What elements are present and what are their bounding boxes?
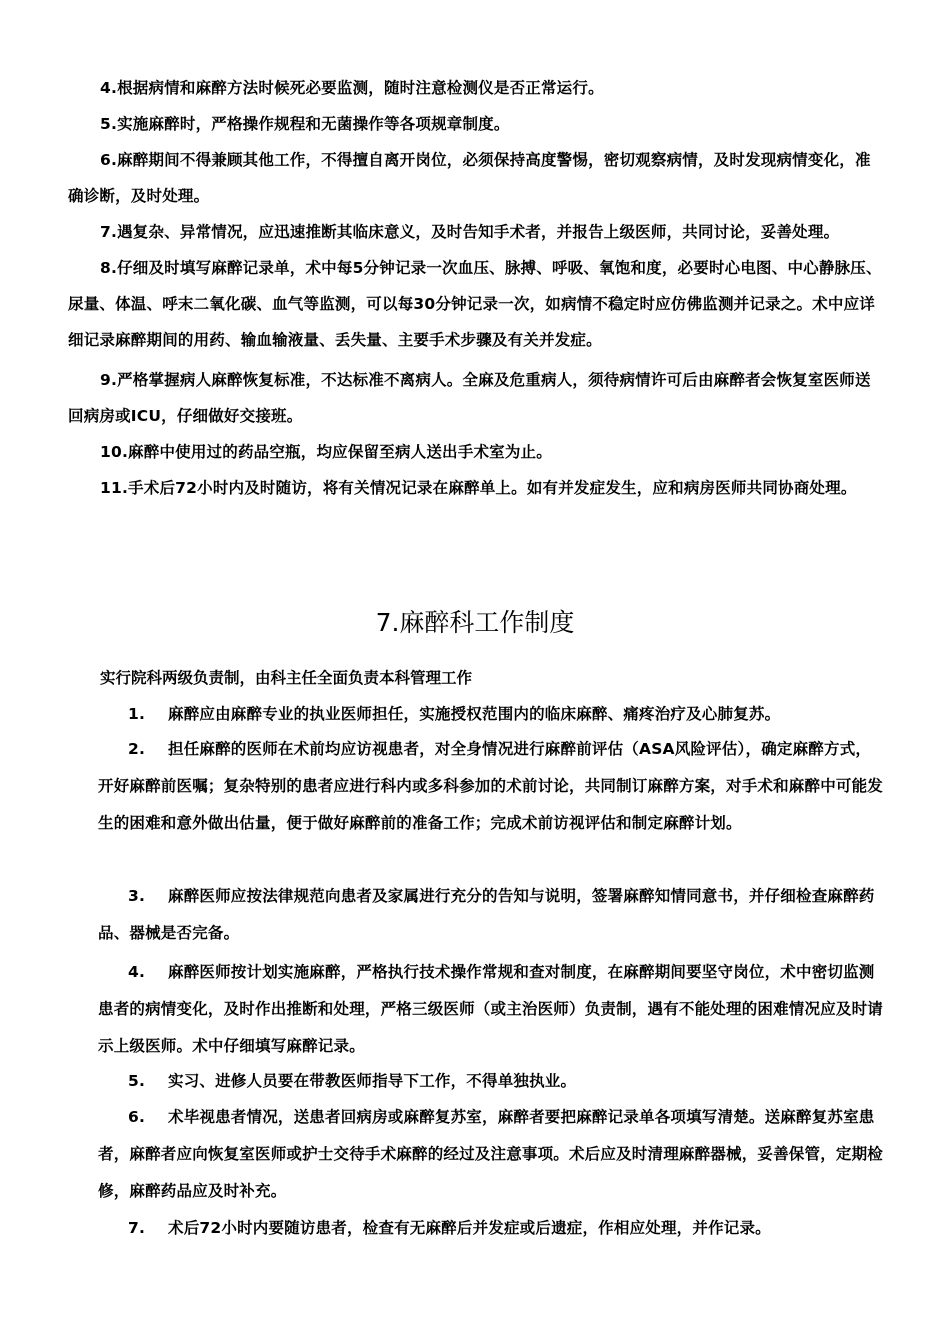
item-number: 1. bbox=[128, 705, 146, 723]
item-number: 2. bbox=[128, 740, 146, 758]
policy-item-1 bbox=[98, 696, 883, 733]
rule-item-4: 4.根据病情和麻醉方法时候死必要监测，随时注意检测仪是否正常运行。 bbox=[100, 79, 604, 97]
policy-item-6 bbox=[98, 1099, 883, 1210]
item-number: 7. bbox=[128, 1219, 146, 1237]
rule-item-10: 10.麻醉中使用过的药品空瓶，均应保留至病人送出手术室为止。 bbox=[100, 443, 552, 461]
rule-item-9: 9.严格掌握病人麻醉恢复标准，不达标准不离病人。全麻及危重病人，须待病情许可后由麻醉者会恢复室医师送回病房或ICU，仔细做好交接班。 bbox=[68, 371, 871, 425]
item-number: 4. bbox=[128, 963, 146, 981]
policy-item-5 bbox=[98, 1063, 883, 1100]
rule-item-6: 6.麻醉期间不得兼顾其他工作，不得擅自离开岗位，必须保持高度警惕，密切观察病情，及时发现病情变化，准确诊断，及时处理。 bbox=[68, 151, 871, 205]
item-text: 麻醉医师按计划实施麻醉，严格执行技术操作常规和查对制度，在麻醉期间要坚守岗位，术中密切监测患者的病情变化，及时作出推断和处理，严格三级医师（或主治医师）负责制，遇有不能处理的困难情况应及时请示上级医师。术中仔细填写麻醉记录。 bbox=[98, 963, 884, 1055]
policy-item-4 bbox=[98, 954, 883, 1065]
item-number: 5. bbox=[128, 1072, 146, 1090]
item-text: 麻醉应由麻醉专业的执业医师担任，实施授权范围内的临床麻醉、痛疼治疗及心肺复苏。 bbox=[168, 705, 781, 723]
rule-item-7: 7.遇复杂、异常情况，应迅速推断其临床意义，及时告知手术者，并报告上级医师，共同讨论，妥善处理。 bbox=[100, 223, 840, 241]
item-text: 术毕视患者情况，送患者回病房或麻醉复苏室，麻醉者要把麻醉记录单各项填写清楚。送麻醉复苏室患者，麻醉者应向恢复室医师或护士交待手术麻醉的经过及注意事项。术后应及时清理麻醉器械，妥善保管，定期检修，麻醉药品应及时补充。 bbox=[98, 1108, 884, 1200]
item-text: 实习、进修人员要在带教医师指导下工作，不得单独执业。 bbox=[168, 1072, 577, 1090]
item-text: 术后72小时内要随访患者，检查有无麻醉后并发症或后遗症，作相应处理，并作记录。 bbox=[168, 1219, 771, 1237]
rule-item-5: 5.实施麻醉时，严格操作规程和无菌操作等各项规章制度。 bbox=[100, 115, 510, 133]
policy-item-3 bbox=[98, 878, 883, 952]
section-intro: 实行院科两级负责制，由科主任全面负责本科管理工作 bbox=[100, 669, 473, 687]
item-number: 3. bbox=[128, 887, 146, 905]
rule-item-11: 11.手术后72小时内及时随访，将有关情况记录在麻醉单上。如有并发症发生，应和病房医师共同协商处理。 bbox=[100, 479, 857, 497]
policy-item-2 bbox=[98, 731, 883, 842]
rule-item-8: 8.仔细及时填写麻醉记录单，术中每5分钟记录一次血压、脉搏、呼吸、氧饱和度，必要时心电图、中心静脉压、尿量、体温、呼末二氧化碳、血气等监测，可以每30分钟记录一次，如病情不稳定时应仿佛监测并记录之。术中应详细记录麻醉期间的用药、输血输液量、丢失量、主要手术步骤及有关并发症。 bbox=[68, 259, 882, 349]
item-text: 麻醉医师应按法律规范向患者及家属进行充分的告知与说明，签署麻醉知情同意书，并仔细检查麻醉药品、器械是否完备。 bbox=[98, 887, 875, 942]
policy-item-7 bbox=[98, 1210, 883, 1247]
item-number: 6. bbox=[128, 1108, 146, 1126]
item-text: 担任麻醉的医师在术前均应访视患者，对全身情况进行麻醉前评估（ASA风险评估），确定麻醉方式，开好麻醉前医嘱；复杂特别的患者应进行科内或多科参加的术前讨论，共同制订麻醉方案，对手术和麻醉中可能发生的困难和意外做出估量，便于做好麻醉前的准备工作；完成术前访视评估和制定麻醉计划。 bbox=[98, 740, 884, 832]
section-title: 7.麻醉科工作制度 bbox=[375, 608, 575, 637]
